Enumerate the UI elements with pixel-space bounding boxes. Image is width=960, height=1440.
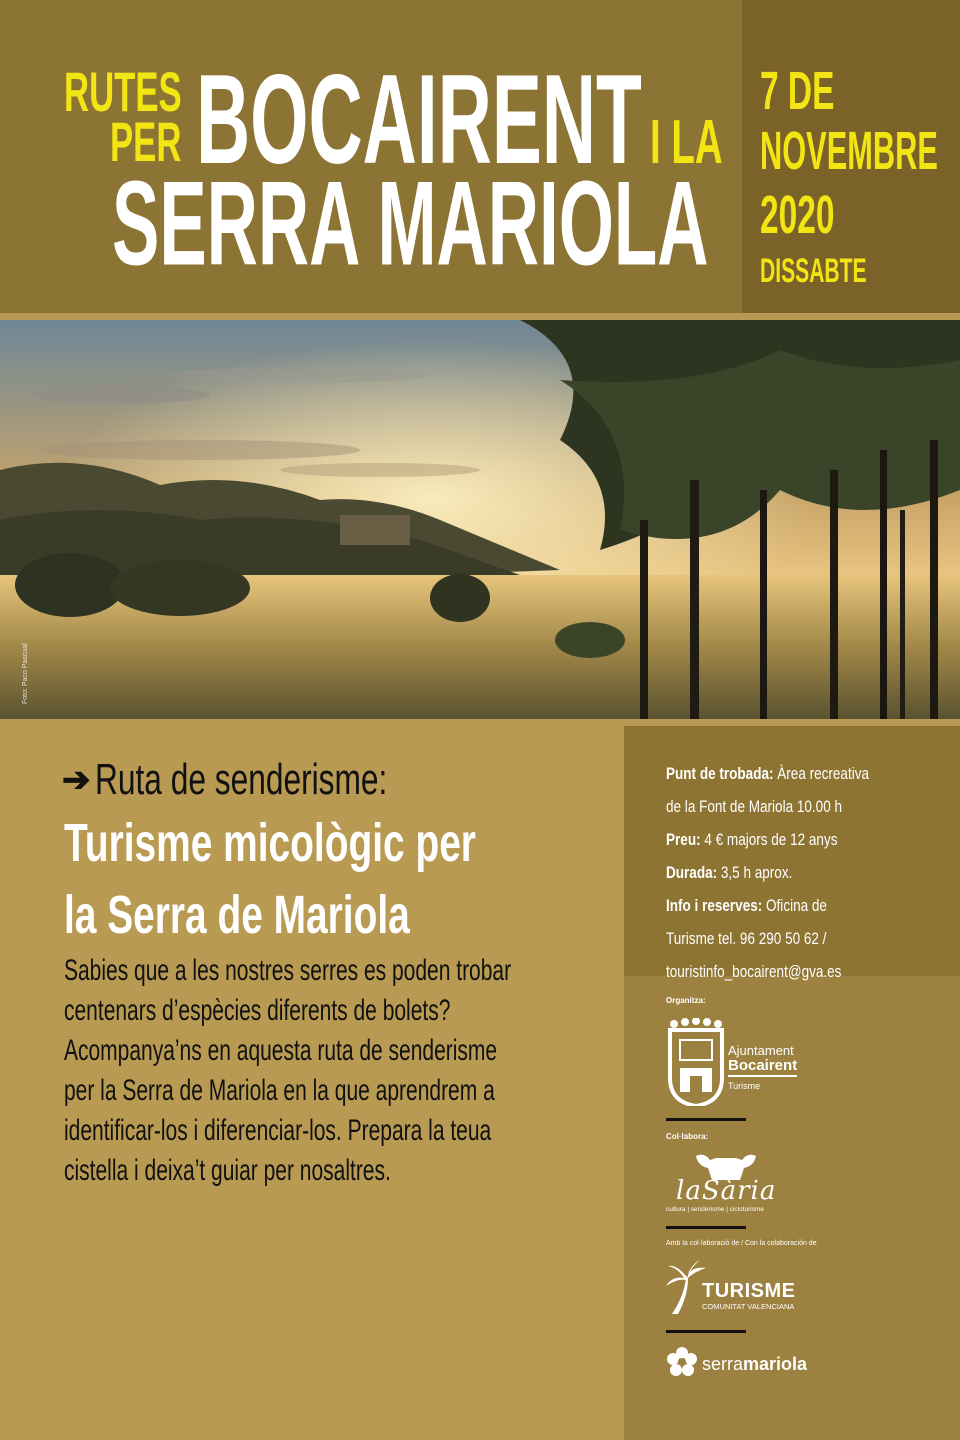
support-label: Amb la col·laboració de / Con la colaboración de (666, 1240, 817, 1247)
collab-label: Col·labora: (666, 1132, 709, 1141)
crest-icon (666, 1018, 726, 1106)
turisme-cv-logo: TURISME COMUNITAT VALENCIANA (666, 1256, 816, 1316)
event-title-line2: la Serra de Mariola (64, 885, 410, 945)
arrow-right-icon: ➔ (62, 761, 91, 799)
ajuntament-logo (666, 1018, 816, 1108)
palm-tree-icon (666, 1256, 706, 1314)
description-line: per la Serra de Mariola en la que aprendrem a (64, 1074, 495, 1107)
description-line: identificar-los i diferenciar-los. Prepara la teua (64, 1114, 492, 1147)
flower-icon (666, 1346, 698, 1378)
date-day: 7 DE (760, 61, 835, 121)
per-label: PER (110, 110, 182, 173)
title-bocairent: BOCAIRENT (196, 47, 642, 191)
event-info (666, 758, 946, 989)
photo-credit: Foto: Paco Pascual (22, 643, 29, 704)
title-serra-mariola: SERRA MARIOLA (112, 155, 709, 291)
organizer-label: Organitza: (666, 996, 706, 1005)
event-description (64, 956, 703, 1196)
date-year: 2020 (760, 185, 835, 245)
title-connector: I LA (650, 108, 723, 177)
lasaria-logo: laSària cultura | senderisme | cicloturisme (666, 1152, 826, 1218)
description-line: Sabies que a les nostres serres es poden trobar (64, 954, 512, 987)
meeting-info: Punt de trobada: Àrea recreativa de la Font de Mariola 10.00 h Preu: 4 € majors de 12 anys Durada: 3,5 h aprox. Info i reserves: Oficina de Turisme tel. 96 290 50 62 / touristinfo_bocairent@gva.es (666, 765, 870, 981)
separator (666, 1226, 746, 1229)
separator (666, 1118, 746, 1121)
event-title-line1: Turisme micològic per (64, 813, 476, 873)
description-line: centenars d’espècies diferents de bolets? (64, 994, 451, 1027)
rutes-label: RUTES (64, 60, 182, 123)
description-line: cistella i deixa’t guiar per nosaltres. (64, 1154, 391, 1187)
date-weekday: DISSABTE (760, 252, 867, 290)
kicker: ➔ Ruta de senderisme: (62, 755, 388, 804)
date-month: NOVEMBRE (760, 121, 938, 181)
separator (666, 1330, 746, 1333)
description-line: Acompanya’ns en aquesta ruta de senderisme (64, 1034, 498, 1067)
ajuntament-text: Ajuntament Bocairent Turisme (728, 1043, 798, 1091)
landscape-photo (0, 320, 960, 719)
serra-mariola-logo: serramariola (666, 1346, 816, 1382)
